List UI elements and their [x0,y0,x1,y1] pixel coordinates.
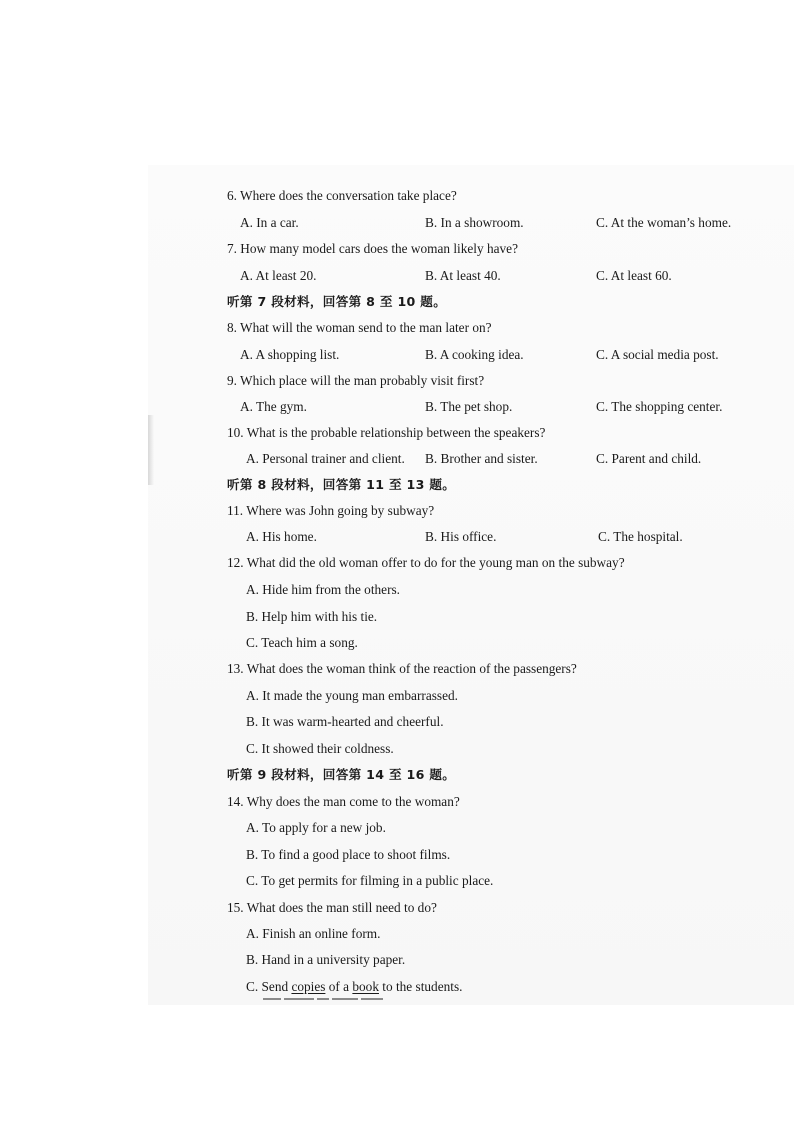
question-12-option-c: C. Teach him a song. [246,635,358,650]
question-15-stem: 15. What does the man still need to do? [227,900,437,915]
question-10-option-a: A. Personal trainer and client. [246,451,405,466]
question-10-option-c: C. Parent and child. [596,451,702,466]
question-6-option-c: C. At the woman’s home. [596,215,732,230]
question-9-option-b: B. The pet shop. [425,399,513,414]
question-7-option-a: A. At least 20. [240,268,317,283]
question-15-option-c-middle: of a [325,979,353,994]
section-8-instruction: 听第 8 段材料，回答第 11 至 13 题。 [227,477,456,492]
question-6-stem: 6. Where does the conversation take place? [227,188,457,203]
question-11-option-a: A. His home. [246,529,317,544]
question-7-stem: 7. How many model cars does the woman likely have? [227,241,518,256]
question-11-option-b: B. His office. [425,529,497,544]
cropped-text-fragment [263,998,395,1002]
question-15-option-c-underlined-book: book [352,979,379,994]
question-11-stem: 11. Where was John going by subway? [227,503,435,518]
question-13-option-a: A. It made the young man embarrassed. [246,688,458,703]
question-10-option-b: B. Brother and sister. [425,451,538,466]
question-15-option-c [246,979,462,995]
question-14-option-b: B. To find a good place to shoot films. [246,847,451,862]
question-14-option-a: A. To apply for a new job. [246,820,386,835]
question-14-stem: 14. Why does the man come to the woman? [227,794,460,809]
question-10-stem: 10. What is the probable relationship between the speakers? [227,425,546,440]
question-9-option-a: A. The gym. [240,399,307,414]
question-6-option-b: B. In a showroom. [425,215,524,230]
question-8-stem: 8. What will the woman send to the man later on? [227,320,492,335]
question-8-option-b: B. A cooking idea. [425,347,524,362]
question-13-stem: 13. What does the woman think of the reaction of the passengers? [227,661,577,676]
question-12-stem: 12. What did the old woman offer to do for the young man on the subway? [227,555,625,570]
question-14-option-c: C. To get permits for filming in a public place. [246,873,494,888]
section-7-instruction: 听第 7 段材料，回答第 8 至 10 题。 [227,294,447,309]
question-15-option-a: A. Finish an online form. [246,926,381,941]
section-9-instruction: 听第 9 段材料，回答第 14 至 16 题。 [227,767,456,782]
question-11-option-c: C. The hospital. [598,529,683,544]
question-8-option-c: C. A social media post. [596,347,719,362]
question-8-option-a: A. A shopping list. [240,347,340,362]
question-13-option-b: B. It was warm-hearted and cheerful. [246,714,444,729]
question-12-option-b: B. Help him with his tie. [246,609,378,624]
question-13-option-c: C. It showed their coldness. [246,741,394,756]
question-15-option-c-prefix: C. Send [246,979,292,994]
question-12-option-a: A. Hide him from the others. [246,582,400,597]
question-9-stem: 9. Which place will the man probably visit first? [227,373,485,388]
question-9-option-c: C. The shopping center. [596,399,723,414]
question-7-option-b: B. At least 40. [425,268,501,283]
question-6-option-a: A. In a car. [240,215,299,230]
scan-shadow [148,415,154,485]
question-15-option-b: B. Hand in a university paper. [246,952,406,967]
question-15-option-c-underlined-copies: copies [291,979,326,994]
question-15-option-c-suffix: to the students. [378,979,463,994]
question-7-option-c: C. At least 60. [596,268,672,283]
